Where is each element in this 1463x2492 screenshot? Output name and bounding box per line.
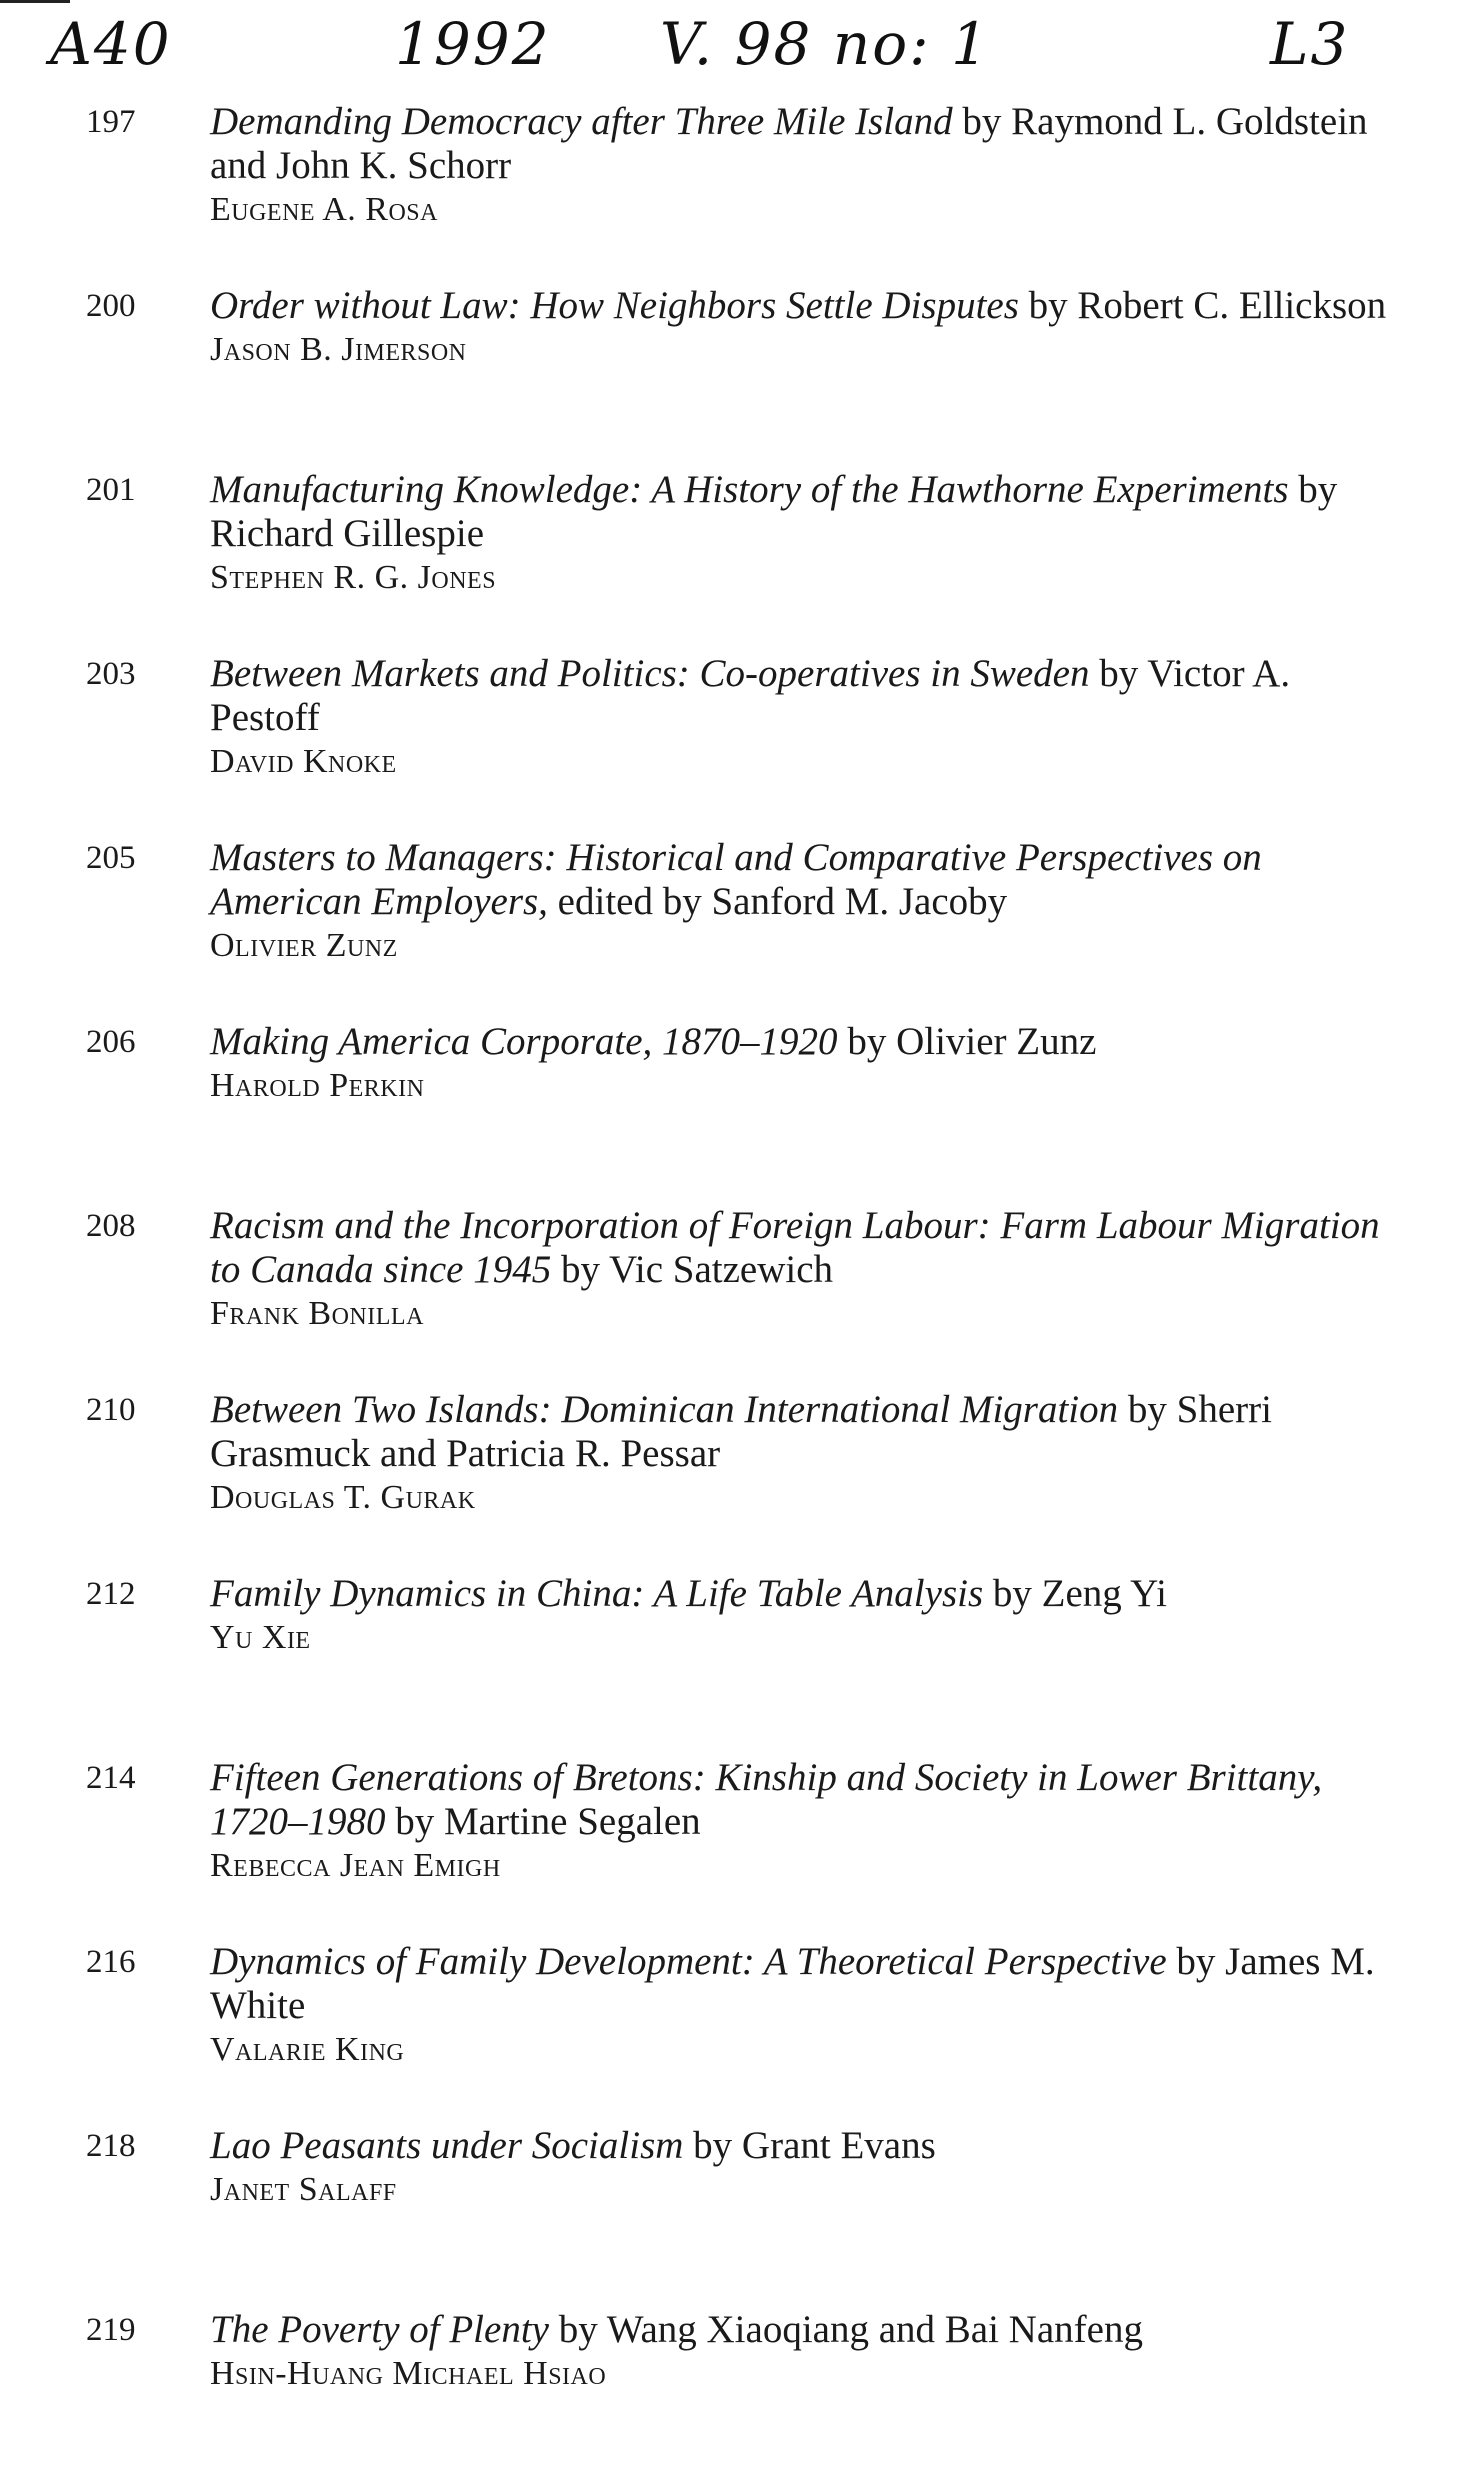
review-entry bbox=[60, 1572, 1400, 1756]
page-number: 206 bbox=[86, 1024, 136, 1060]
page-number: 216 bbox=[86, 1944, 136, 1980]
handwritten-annotation bbox=[40, 10, 1420, 90]
page-number: 203 bbox=[86, 656, 136, 692]
book-title: Fifteen Generations of Bretons: Kinship and Society in Lower Brittany, 1720–1980 bbox=[210, 1756, 1323, 1843]
reviewer-name: Olivier Zunz bbox=[210, 927, 398, 964]
page-number: 212 bbox=[86, 1576, 136, 1612]
reviewer-name: Hsin-Huang Michael Hsiao bbox=[210, 2355, 607, 2392]
book-byline: by Martine Segalen bbox=[395, 1800, 701, 1843]
book-citation bbox=[210, 468, 1400, 556]
book-title: Racism and the Incorporation of Foreign Labour: Farm Labour Migration to Canada since 1945 bbox=[210, 1204, 1380, 1291]
handwritten-call-number: A40 bbox=[50, 10, 172, 78]
reviewer-name: Harold Perkin bbox=[210, 1067, 425, 1104]
book-citation bbox=[210, 2308, 1400, 2352]
book-byline: by Grant Evans bbox=[693, 2124, 936, 2167]
page-number: 218 bbox=[86, 2128, 136, 2164]
book-citation bbox=[210, 1572, 1400, 1616]
book-citation bbox=[210, 100, 1400, 188]
review-entry bbox=[60, 2308, 1400, 2492]
book-citation bbox=[210, 1204, 1400, 1292]
book-title: Lao Peasants under Socialism bbox=[210, 2124, 684, 2167]
book-title: Manufacturing Knowledge: A History of the Hawthorne Experiments bbox=[210, 468, 1289, 511]
handwritten-code: L3 bbox=[1270, 10, 1350, 78]
book-byline: by Robert C. Ellickson bbox=[1028, 284, 1387, 327]
book-byline: by Olivier Zunz bbox=[847, 1020, 1097, 1063]
reviewer-name: Jason B. Jimerson bbox=[210, 331, 467, 368]
book-citation bbox=[210, 652, 1400, 740]
book-citation bbox=[210, 836, 1400, 924]
book-byline: by Vic Satzewich bbox=[560, 1248, 834, 1291]
book-title: Masters to Managers: Historical and Comparative Perspectives on American Employers, bbox=[210, 836, 1262, 923]
handwritten-year: 1992 bbox=[395, 10, 551, 78]
reviewer-name: Yu Xie bbox=[210, 1619, 311, 1656]
book-title: Order without Law: How Neighbors Settle Disputes bbox=[210, 284, 1019, 327]
book-title: Family Dynamics in China: A Life Table Analysis bbox=[210, 1572, 984, 1615]
page-number: 201 bbox=[86, 472, 136, 508]
scan-edge-mark bbox=[0, 0, 70, 3]
review-entry bbox=[60, 652, 1400, 836]
reviewer-name: Valarie King bbox=[210, 2031, 405, 2068]
review-entry bbox=[60, 1388, 1400, 1572]
reviewer-name: Frank Bonilla bbox=[210, 1295, 424, 1332]
book-citation bbox=[210, 1756, 1400, 1844]
reviewer-name: David Knoke bbox=[210, 743, 397, 780]
page-number: 197 bbox=[86, 104, 136, 140]
book-byline: by Victor A. Pestoff bbox=[210, 652, 1291, 739]
book-title: Making America Corporate, 1870–1920 bbox=[210, 1020, 838, 1063]
book-citation bbox=[210, 284, 1400, 328]
review-entry bbox=[60, 468, 1400, 652]
page-number: 214 bbox=[86, 1760, 136, 1796]
book-byline: by Sherri Grasmuck and Patricia R. Pessar bbox=[210, 1388, 1272, 1475]
page-number: 205 bbox=[86, 840, 136, 876]
review-entry bbox=[60, 1204, 1400, 1388]
reviewer-name: Janet Salaff bbox=[210, 2171, 397, 2208]
review-entry bbox=[60, 836, 1400, 1020]
book-byline: by Richard Gillespie bbox=[210, 468, 1338, 555]
review-entry bbox=[60, 1020, 1400, 1204]
review-entry bbox=[60, 1756, 1400, 1940]
reviewer-name: Douglas T. Gurak bbox=[210, 1479, 476, 1516]
handwritten-volume-issue: V. 98 no: 1 bbox=[660, 10, 991, 78]
book-citation bbox=[210, 2124, 1400, 2168]
page-number: 208 bbox=[86, 1208, 136, 1244]
book-title: Between Two Islands: Dominican International Migration bbox=[210, 1388, 1119, 1431]
book-citation bbox=[210, 1388, 1400, 1476]
review-entry bbox=[60, 284, 1400, 468]
review-list bbox=[60, 100, 1400, 2492]
review-entry bbox=[60, 2124, 1400, 2308]
reviewer-name: Eugene A. Rosa bbox=[210, 191, 438, 228]
book-byline: by James M. White bbox=[210, 1940, 1375, 2027]
book-byline: edited by Sanford M. Jacoby bbox=[557, 880, 1008, 923]
review-entry bbox=[60, 1940, 1400, 2124]
page-number: 210 bbox=[86, 1392, 136, 1428]
review-entry bbox=[60, 100, 1400, 284]
book-title: Demanding Democracy after Three Mile Island bbox=[210, 100, 953, 143]
reviewer-name: Stephen R. G. Jones bbox=[210, 559, 497, 596]
book-title: Between Markets and Politics: Co-operatives in Sweden bbox=[210, 652, 1090, 695]
page-number: 219 bbox=[86, 2312, 136, 2348]
page-number: 200 bbox=[86, 288, 136, 324]
book-citation bbox=[210, 1940, 1400, 2028]
book-byline: by Zeng Yi bbox=[992, 1572, 1167, 1615]
reviewer-name: Rebecca Jean Emigh bbox=[210, 1847, 501, 1884]
book-title: The Poverty of Plenty bbox=[210, 2308, 549, 2351]
book-byline: by Wang Xiaoqiang and Bai Nanfeng bbox=[558, 2308, 1143, 2351]
book-byline: by Raymond L. Goldstein and John K. Schorr bbox=[210, 100, 1368, 187]
book-citation bbox=[210, 1020, 1400, 1064]
book-title: Dynamics of Family Development: A Theoretical Perspective bbox=[210, 1940, 1167, 1983]
